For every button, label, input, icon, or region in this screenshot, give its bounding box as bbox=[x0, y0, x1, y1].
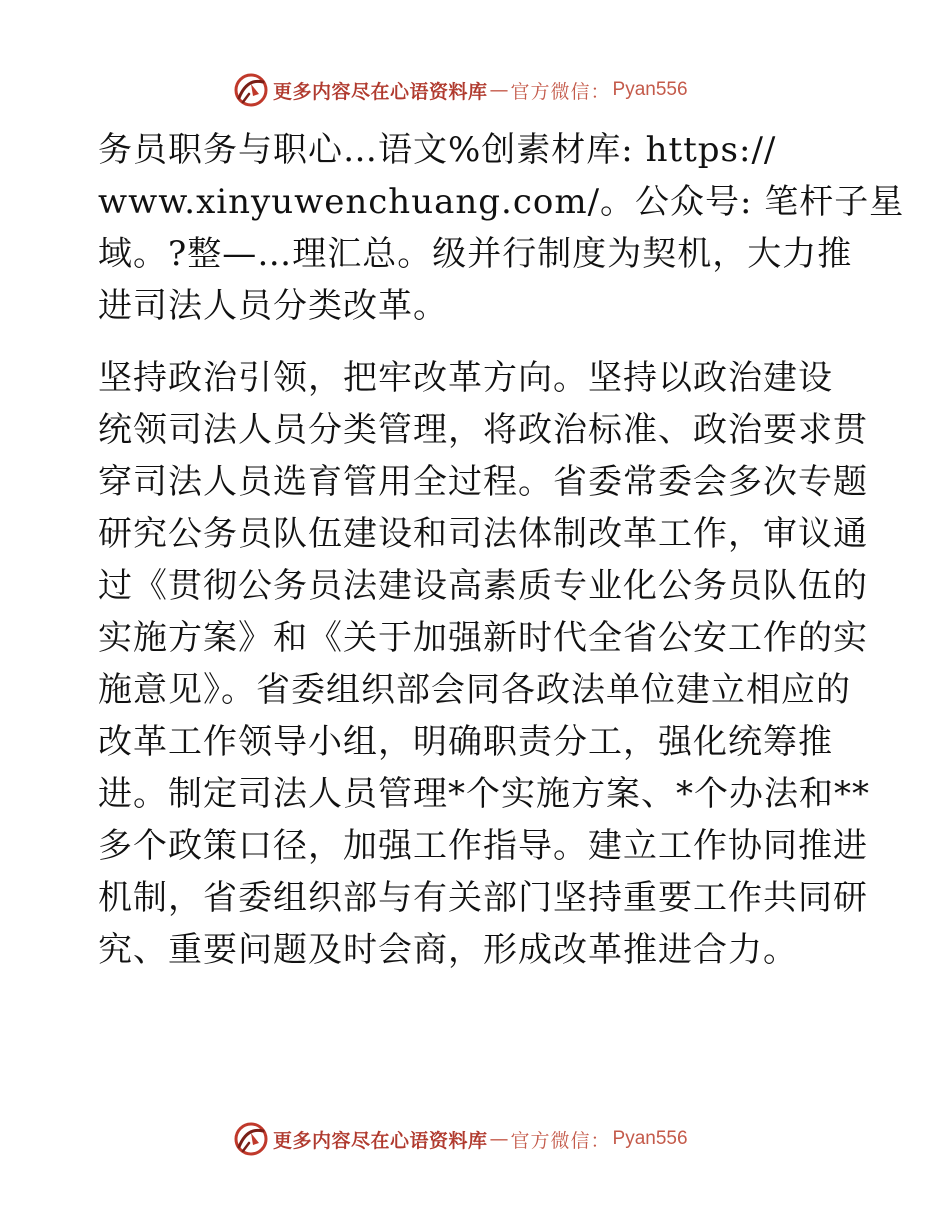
text-line: 穿司法人员选育管用全过程。省委常委会多次专题 bbox=[98, 462, 868, 502]
text-line: 机制，省委组织部与有关部门坚持重要工作共同研 bbox=[98, 878, 868, 918]
header-banner bbox=[233, 72, 688, 108]
brand-logo-icon bbox=[233, 1121, 269, 1157]
text-line: 究、重要问题及时会商，形成改革推进合力。 bbox=[98, 930, 798, 970]
text-line: 实施方案》和《关于加强新时代全省公安工作的实 bbox=[98, 618, 868, 658]
paragraph-2 bbox=[98, 352, 870, 976]
banner-wechat-label: 官方微信： bbox=[510, 80, 611, 103]
text-line: 进。制定司法人员管理*个实施方案、*个办法和** bbox=[98, 774, 870, 814]
banner-dash: — bbox=[489, 1128, 509, 1150]
banner-slogan: 更多内容尽在心语资料库 bbox=[273, 80, 488, 103]
banner-slogan: 更多内容尽在心语资料库 bbox=[273, 1129, 488, 1152]
brand-logo-icon bbox=[233, 72, 269, 108]
text-line: 过《贯彻公务员法建设高素质专业化公务员队伍的 bbox=[98, 566, 868, 606]
banner-wechat-id: Pyan556 bbox=[612, 79, 688, 100]
banner-wechat-label: 官方微信： bbox=[510, 1129, 611, 1152]
footer-banner bbox=[233, 1121, 688, 1157]
text-line: 域。?整—…理汇总。级并行制度为契机，大力推 bbox=[98, 234, 853, 274]
text-line: 统领司法人员分类管理，将政治标准、政治要求贯 bbox=[98, 410, 868, 450]
text-line: 改革工作领导小组，明确职责分工，强化统筹推 bbox=[98, 722, 833, 762]
document-body bbox=[98, 124, 905, 976]
text-line: 研究公务员队伍建设和司法体制改革工作，审议通 bbox=[98, 514, 868, 554]
text-line: 务员职务与职心…语文%创素材库: https:// bbox=[98, 130, 777, 170]
paragraph-spacer bbox=[98, 332, 858, 352]
text-line: 进司法人员分类改革。 bbox=[98, 286, 448, 326]
paragraph-1 bbox=[98, 124, 905, 332]
banner-wechat-id: Pyan556 bbox=[612, 1128, 688, 1149]
text-line: 坚持政治引领，把牢改革方向。坚持以政治建设 bbox=[98, 358, 833, 398]
banner-dash: — bbox=[489, 79, 509, 101]
text-line: www.xinyuwenchuang.com/。公众号: 笔杆子星 bbox=[98, 182, 905, 222]
text-line: 施意见》。省委组织部会同各政法单位建立相应的 bbox=[98, 670, 851, 710]
text-line: 多个政策口径，加强工作指导。建立工作协同推进 bbox=[98, 826, 868, 866]
